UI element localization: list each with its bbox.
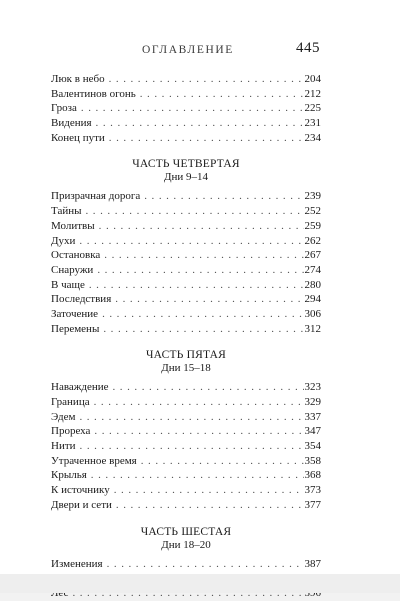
toc-entry [51,557,321,572]
toc-entry [51,72,321,87]
dot-leader [116,498,304,513]
entry-page: 280 [304,278,321,291]
entry-title: Эдем [51,410,76,423]
entry-title: Тайны [51,205,82,218]
toc-entry [51,410,321,425]
part-days: Дни 18–20 [161,538,211,551]
entry-title: Прореха [51,425,91,438]
running-title: ОГЛАВЛЕНИЕ [142,44,234,56]
dot-leader [104,248,303,263]
table-of-contents [51,72,321,601]
dot-leader [79,234,303,249]
entry-page: 373 [304,484,321,497]
dot-leader [109,72,304,87]
dot-leader [89,278,304,293]
entry-title: К источнику [51,484,110,497]
toc-entry [51,468,321,483]
entry-title: Духи [51,234,76,247]
toc-entry [51,322,321,337]
dot-leader [86,204,304,219]
part-header [51,525,321,552]
entry-page: 354 [304,440,321,453]
dot-leader [97,263,303,278]
part-entry-list [51,189,321,336]
toc-entry [51,483,321,498]
entry-title: Валентинов огонь [51,87,136,100]
entry-title: Гроза [51,102,77,115]
toc-entry [51,454,321,469]
toc-entry [51,380,321,395]
entry-title: Молитвы [51,219,95,232]
entry-page: 262 [304,234,321,247]
entry-title: Люк в небо [51,73,105,85]
dot-leader [94,424,303,439]
entry-page: 204 [304,73,321,85]
toc-entry [51,498,321,513]
entry-page: 225 [304,102,321,115]
entry-page: 306 [304,307,321,320]
dot-leader [114,483,304,498]
toc-entry [51,219,321,234]
toc-entry [51,424,321,439]
dot-leader [107,557,304,572]
dot-leader [144,189,303,204]
entry-page: 234 [304,131,321,144]
toc-entry [51,101,321,116]
part-header [51,348,321,375]
page-number: 445 [296,40,320,56]
entry-page: 368 [304,469,321,482]
part-header [51,157,321,184]
entry-page: 329 [304,396,321,408]
toc-entry [51,131,321,146]
entry-page: 252 [304,205,321,218]
dot-leader [103,322,303,337]
intro-entry-list [51,72,321,145]
part-title: ЧАСТЬ ШЕСТАЯ [140,525,232,538]
entry-title: Призрачная дорога [51,190,141,203]
toc-entry [51,189,321,204]
entry-page: 337 [304,410,321,423]
entry-page: 294 [304,293,321,306]
entry-title: Видения [51,117,92,130]
toc-entry [51,248,321,263]
toc-entry [51,204,321,219]
entry-page: 347 [304,425,321,438]
toc-entry [51,439,321,454]
entry-page: 274 [304,263,321,276]
dot-leader [79,410,303,425]
toc-entry [51,307,321,322]
part-title: ЧАСТЬ ПЯТАЯ [146,349,226,362]
entry-title: Последствия [51,293,112,306]
dot-leader [80,439,304,454]
dot-leader [140,87,304,102]
entry-title: Снаружи [51,263,94,276]
entry-title: Заточение [51,307,99,320]
entry-title: Наваждение [51,381,109,394]
entry-title: Перемены [51,322,100,335]
dot-leader [81,101,304,116]
entry-title: Двери и сети [51,498,112,511]
dot-leader [96,116,304,131]
entry-page: 212 [304,87,321,100]
dot-leader [91,468,304,483]
entry-title: Остановка [51,249,101,262]
part-days: Дни 15–18 [161,362,211,375]
dot-leader [99,219,304,234]
entry-title: Крылья [51,469,87,482]
toc-entry [51,292,321,307]
entry-page: 259 [304,219,321,232]
dot-leader [113,380,304,395]
entry-title: Граница [51,396,90,408]
entry-page: 358 [304,454,321,467]
part-entry-list [51,380,321,512]
toc-entry [51,278,321,293]
dot-leader [102,307,303,322]
toc-entry [51,87,321,102]
dot-leader [109,131,304,146]
entry-title: В чаще [51,278,85,291]
entry-page: 377 [304,498,321,511]
entry-page: 231 [304,117,321,130]
entry-page: 387 [304,557,321,570]
entry-page: 323 [304,381,321,394]
entry-title: Нити [51,440,76,453]
toc-entry [51,116,321,131]
part-title: ЧАСТЬ ЧЕТВЕРТАЯ [132,158,240,171]
entry-title: Изменения [51,557,103,570]
entry-page: 267 [304,249,321,262]
page-bottom-strip [0,574,400,593]
dot-leader [94,395,304,410]
part-days: Дни 9–14 [163,171,209,184]
toc-entry [51,263,321,278]
dot-leader [141,454,304,469]
entry-title: Утраченное время [51,454,137,467]
entry-page: 239 [304,190,321,203]
toc-entry [51,234,321,249]
toc-entry [51,395,321,410]
dot-leader [115,292,303,307]
entry-title: Конец пути [51,131,105,144]
entry-page: 312 [304,322,321,335]
